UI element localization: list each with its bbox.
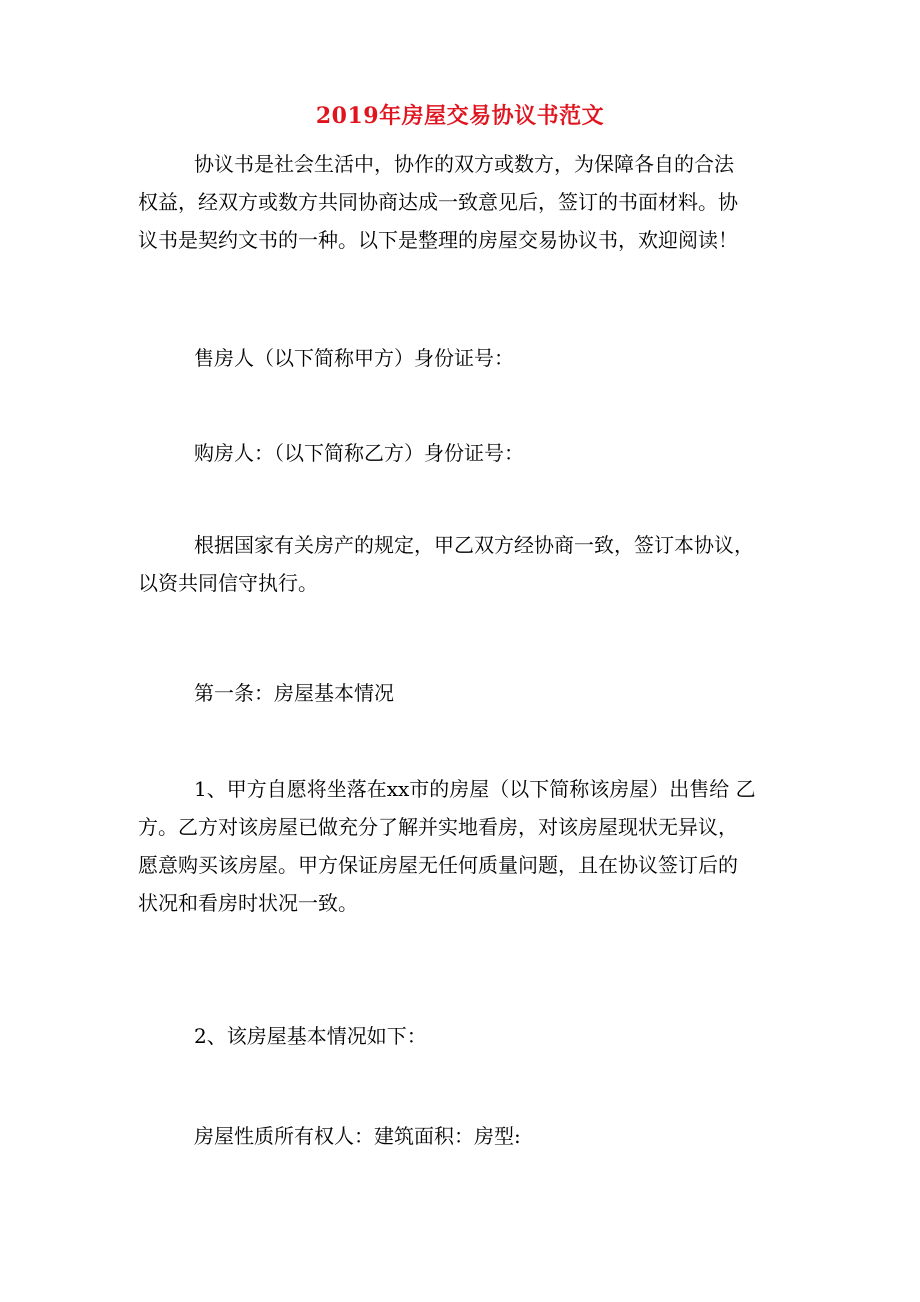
clause-one-line-1: 1、甲方自愿将坐落在xx市的房屋（以下简称该房屋）出售给 乙 — [194, 777, 756, 801]
clause-two-line: 2、该房屋基本情况如下： — [194, 1024, 427, 1048]
clause-two-paragraph — [138, 1017, 788, 1055]
clause-one-line-3: 愿意购买该房屋。甲方保证房屋无任何质量问题，且在协议签订后的 — [138, 853, 738, 877]
article-one-heading-text: 第一条：房屋基本情况 — [194, 681, 394, 705]
clause-one-line-4: 状况和看房时状况一致。 — [138, 891, 358, 915]
basis-line-1: 根据国家有关房产的规定，甲乙双方经协商一致，签订本协议， — [194, 533, 754, 557]
document-title: 2019年房屋交易协议书范文 — [315, 103, 605, 129]
property-fields-paragraph — [138, 1117, 788, 1155]
intro-paragraph — [138, 145, 788, 259]
intro-line-2: 权益，经双方或数方共同协商达成一致意见后，签订的书面材料。协 — [138, 190, 738, 214]
property-fields-line: 房屋性质所有权人：建筑面积：房型: — [194, 1124, 521, 1148]
basis-line-2: 以资共同信守执行。 — [138, 571, 318, 595]
intro-line-3: 议书是契约文书的一种。以下是整理的房屋交易协议书，欢迎阅读！ — [138, 228, 738, 252]
basis-paragraph — [138, 526, 788, 602]
seller-paragraph — [138, 339, 788, 377]
clause-one-paragraph — [138, 770, 788, 922]
article-one-heading — [138, 674, 788, 712]
buyer-paragraph — [138, 434, 788, 472]
seller-line: 售房人（以下简称甲方）身份证号： — [194, 346, 514, 370]
buyer-line: 购房人：（以下简称乙方）身份证号： — [194, 441, 524, 465]
clause-one-line-2: 方。乙方对该房屋已做充分了解并实地看房，对该房屋现状无异议， — [138, 815, 738, 839]
intro-line-1: 协议书是社会生活中，协作的双方或数方，为保障各自的合法 — [194, 152, 734, 176]
